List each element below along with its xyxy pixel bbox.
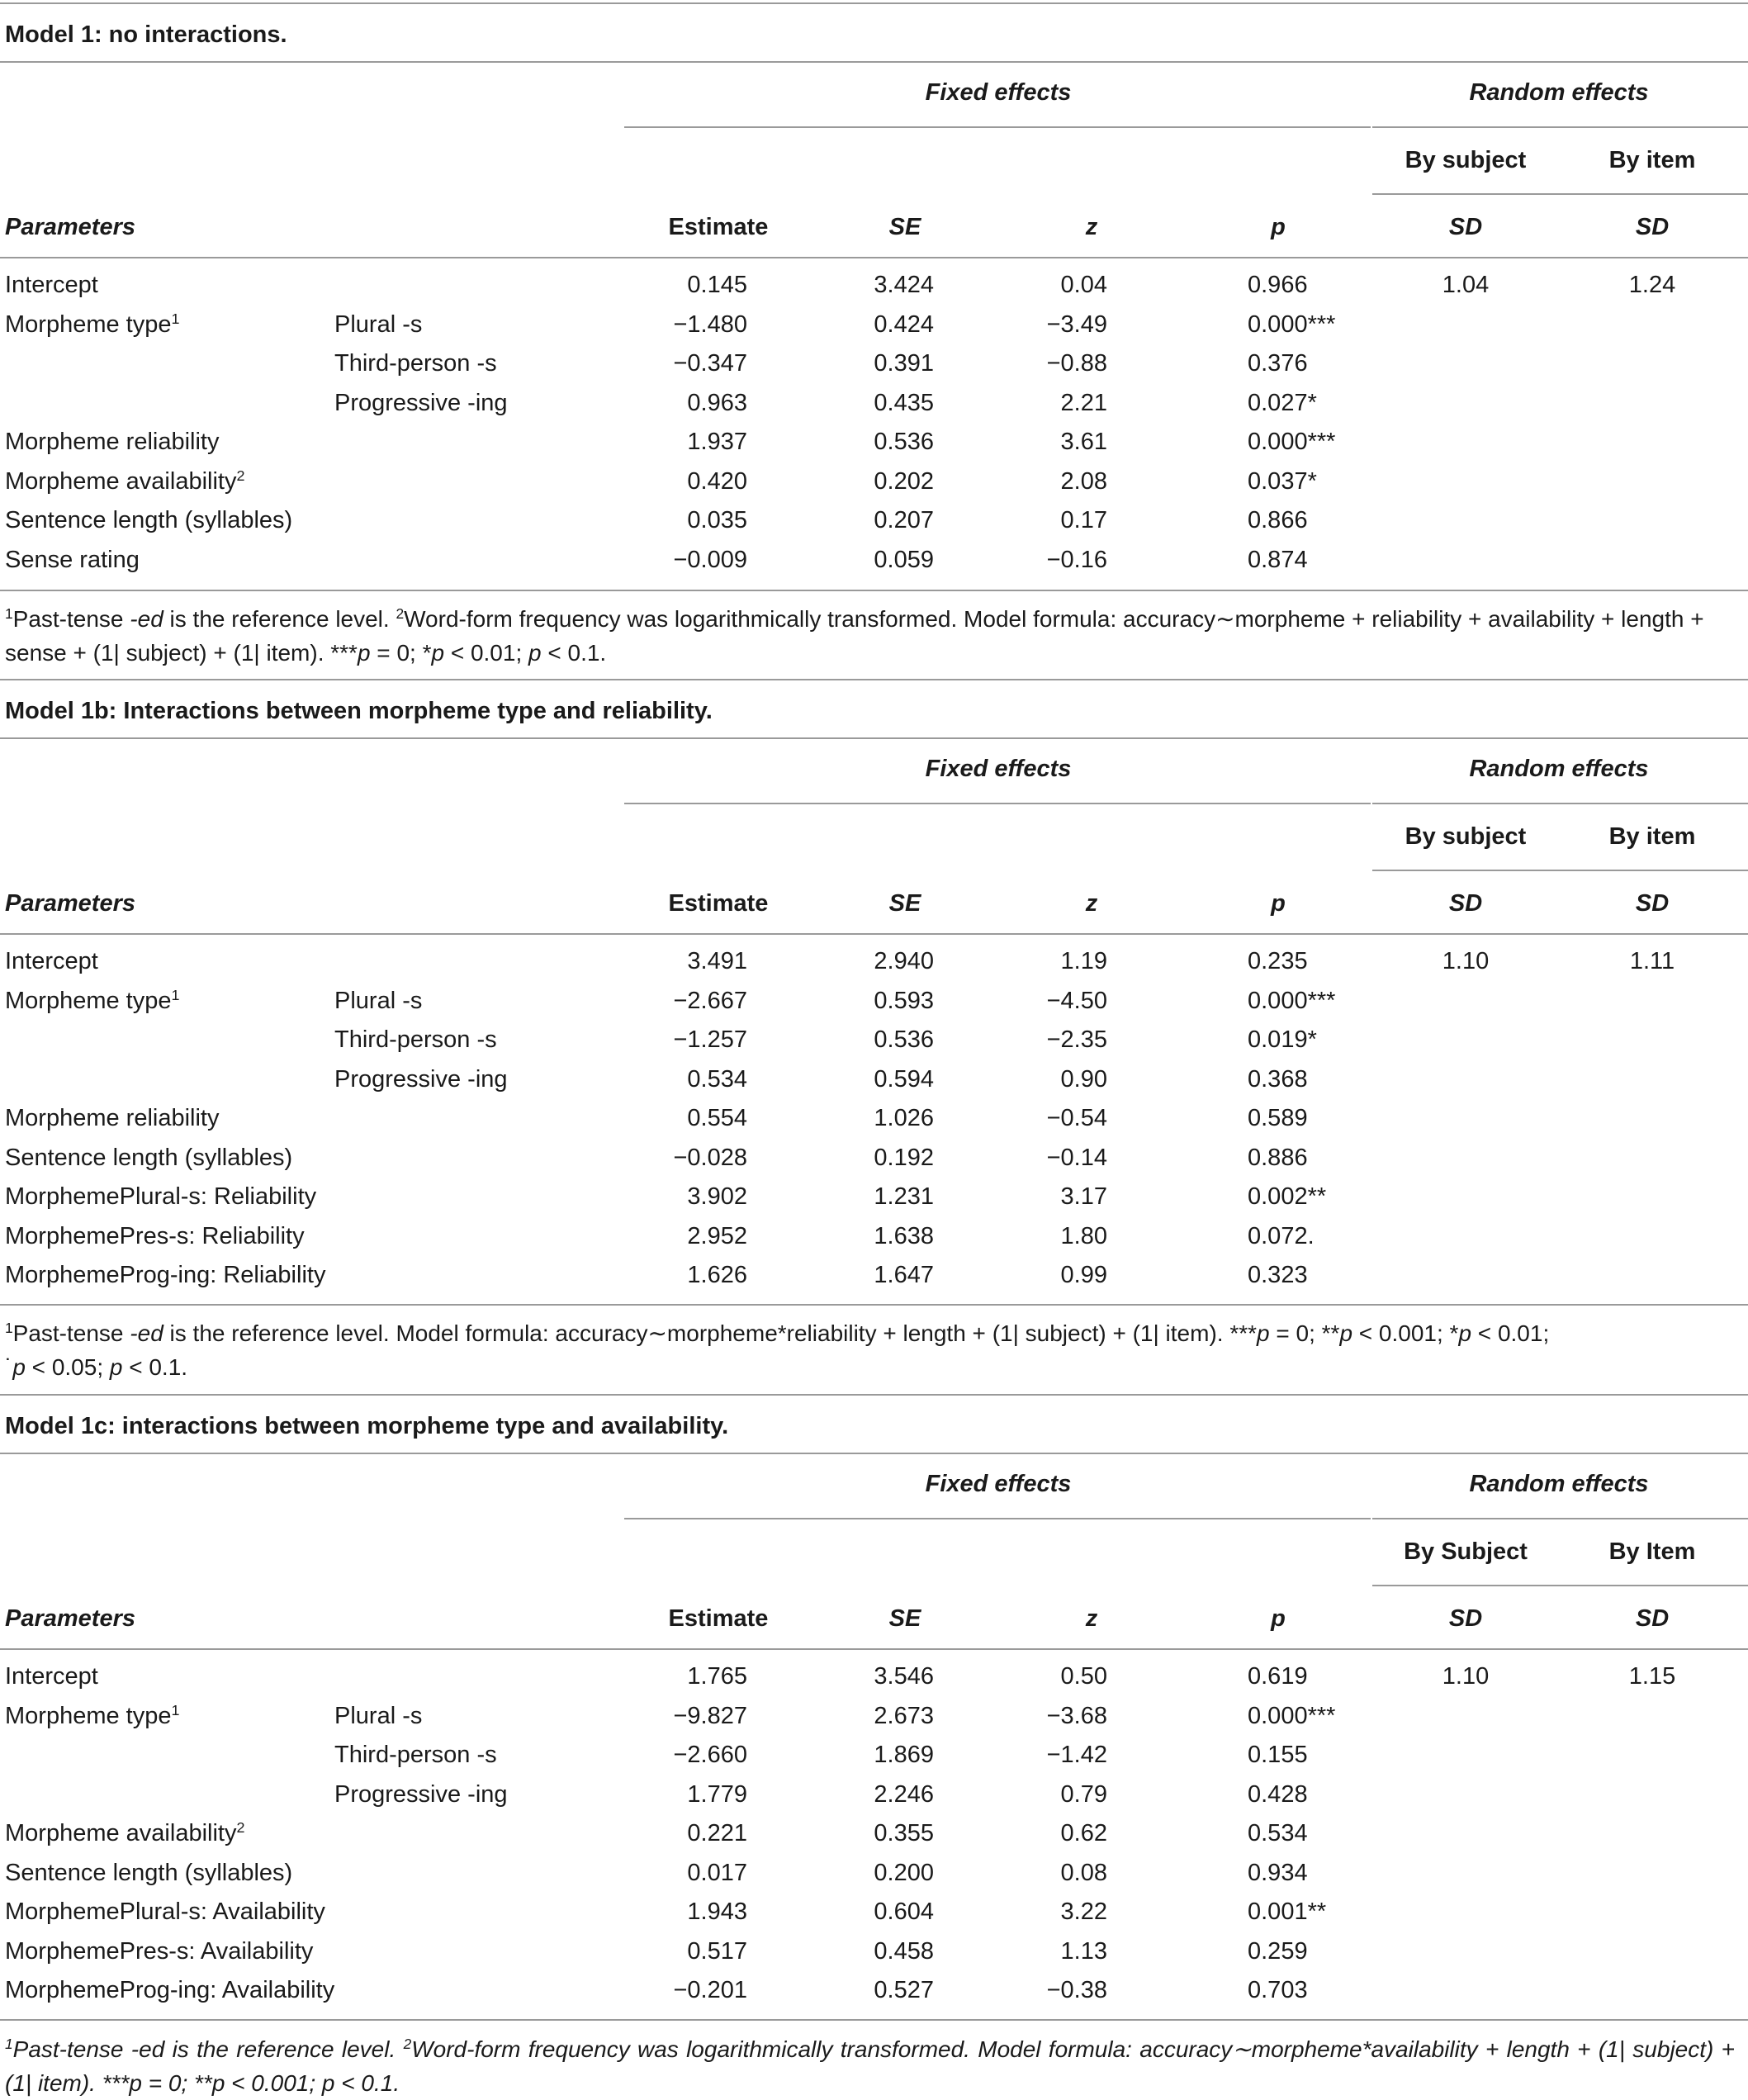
- cell-p: 0.323: [1248, 1262, 1308, 1288]
- cell-est: 1.779: [687, 1781, 747, 1808]
- model-1-estimate-header: Estimate: [668, 214, 769, 240]
- model-1b-by-item-header: By item: [1608, 823, 1696, 850]
- cell-p: 0.376: [1248, 350, 1308, 377]
- cell-se: 0.192: [874, 1145, 934, 1171]
- model-1-by-subject-header: By subject: [1405, 147, 1527, 173]
- model-1-p-header: p: [1271, 214, 1286, 240]
- cell-p: 0.072.: [1248, 1223, 1315, 1249]
- cell-est: −2.660: [673, 1742, 747, 1768]
- cell-se: 1.647: [874, 1262, 934, 1288]
- model-1c-fixed-effects-header: Fixed effects: [925, 1471, 1072, 1497]
- cell-p: 0.001**: [1248, 1899, 1327, 1925]
- cell-p: 0.000***: [1248, 429, 1336, 455]
- cell-z: −4.50: [1046, 988, 1107, 1014]
- cell-est: 0.534: [687, 1066, 747, 1093]
- cell-p: 0.534: [1248, 1820, 1308, 1846]
- model-1-sd-item-header: SD: [1635, 214, 1670, 240]
- cell-se: 1.231: [874, 1183, 934, 1210]
- cell-se: 3.546: [874, 1663, 934, 1690]
- cell-p: 0.235: [1248, 948, 1308, 974]
- cell-p: 0.886: [1248, 1145, 1308, 1171]
- cell-z: −2.35: [1046, 1026, 1107, 1053]
- cell-z: 0.99: [1060, 1262, 1107, 1288]
- cell-se: 0.200: [874, 1860, 934, 1886]
- cell-z: 0.50: [1060, 1663, 1107, 1690]
- cell-z: −3.49: [1046, 311, 1107, 338]
- cell-est: 0.517: [687, 1938, 747, 1965]
- cell-est: −0.009: [673, 547, 747, 573]
- cell-sd-item: 1.11: [1629, 948, 1675, 974]
- cell-se: 0.391: [874, 350, 934, 377]
- cell-z: 2.08: [1060, 468, 1107, 495]
- cell-est: 0.963: [687, 390, 747, 416]
- cell-p: 0.874: [1248, 547, 1308, 573]
- cell-z: −0.14: [1046, 1145, 1107, 1171]
- model-1b-se-header: SE: [888, 890, 921, 917]
- cell-level: Progressive -ing: [334, 1781, 508, 1808]
- cell-p: 0.037*: [1248, 468, 1317, 495]
- cell-se: 2.673: [874, 1703, 934, 1729]
- cell-p: 0.866: [1248, 507, 1308, 533]
- cell-z: −0.16: [1046, 547, 1107, 573]
- model-1b-fixed-effects-header: Fixed effects: [925, 756, 1072, 782]
- model-1c-by-subject-header: By Subject: [1404, 1538, 1528, 1565]
- cell-est: −1.257: [673, 1026, 747, 1053]
- cell-p: 0.966: [1248, 272, 1308, 298]
- cell-sd-subj: 1.10: [1442, 1663, 1490, 1690]
- cell-se: 0.593: [874, 988, 934, 1014]
- cell-z: 0.17: [1060, 507, 1107, 533]
- cell-se: 0.059: [874, 547, 934, 573]
- cell-p: 0.368: [1248, 1066, 1308, 1093]
- cell-p: 0.934: [1248, 1860, 1308, 1886]
- cell-z: 0.62: [1060, 1820, 1107, 1846]
- cell-param: MorphemePres-s: Availability: [5, 1938, 314, 1965]
- cell-param: Morpheme availability$^2$: [5, 467, 245, 495]
- cell-se: 2.246: [874, 1781, 934, 1808]
- cell-se: 0.604: [874, 1899, 934, 1925]
- cell-level: Progressive -ing: [334, 390, 508, 416]
- cell-z: 0.79: [1060, 1781, 1107, 1808]
- cell-z: 0.08: [1060, 1860, 1107, 1886]
- cell-z: 0.04: [1060, 272, 1107, 298]
- model-1b-parameters-header: Parameters: [5, 890, 135, 917]
- cell-param: Sentence length (syllables): [5, 507, 293, 533]
- cell-p: 0.002**: [1248, 1183, 1327, 1210]
- model-1b-p-header: p: [1271, 890, 1286, 917]
- cell-param: Morpheme reliability: [5, 1105, 220, 1131]
- model-1c-title: Model 1c: interactions between morpheme type and availability.: [5, 1413, 729, 1439]
- cell-est: 1.765: [687, 1663, 747, 1690]
- cell-param: Sentence length (syllables): [5, 1860, 293, 1886]
- cell-est: 0.420: [687, 468, 747, 495]
- cell-param: MorphemeProg-ing: Reliability: [5, 1262, 326, 1288]
- model-1c-z-header: z: [1085, 1605, 1098, 1632]
- cell-param: Morpheme type$^1$: [5, 1702, 180, 1729]
- cell-sd-item: 1.24: [1628, 272, 1676, 298]
- model-1-sd-subject-header: SD: [1448, 214, 1483, 240]
- cell-se: 0.202: [874, 468, 934, 495]
- cell-p: 0.000***: [1248, 311, 1336, 338]
- cell-p: 0.589: [1248, 1105, 1308, 1131]
- cell-level: Third-person -s: [334, 1026, 497, 1053]
- cell-se: 0.424: [874, 311, 934, 338]
- cell-z: 1.80: [1060, 1223, 1107, 1249]
- model-1-parameters-header: Parameters: [5, 214, 135, 240]
- cell-se: 0.458: [874, 1938, 934, 1965]
- cell-level: Progressive -ing: [334, 1066, 508, 1093]
- model-1c-p-header: p: [1271, 1605, 1286, 1632]
- cell-param: Morpheme reliability: [5, 429, 220, 455]
- cell-level: Plural -s: [334, 1703, 423, 1729]
- cell-se: 1.869: [874, 1742, 934, 1768]
- cell-se: 0.594: [874, 1066, 934, 1093]
- cell-est: 0.035: [687, 507, 747, 533]
- cell-est: 1.943: [687, 1899, 747, 1925]
- model-1c-random-effects-header: Random effects: [1469, 1471, 1649, 1497]
- model-1-se-header: SE: [888, 214, 921, 240]
- cell-param: Intercept: [5, 1663, 98, 1690]
- cell-param: Sense rating: [5, 547, 140, 573]
- model-1c-se-header: SE: [888, 1605, 921, 1632]
- cell-p: 0.000***: [1248, 988, 1336, 1014]
- cell-level: Plural -s: [334, 988, 423, 1014]
- cell-param: MorphemePlural-s: Reliability: [5, 1183, 317, 1210]
- model-1-title: Model 1: no interactions.: [5, 21, 287, 48]
- cell-se: 0.355: [874, 1820, 934, 1846]
- cell-param: Morpheme type$^1$: [5, 310, 180, 338]
- model-1-footnote: $^1$Past-tense -ed is the reference level. $^2$Word-form frequency was logarithmically transformed. Model formula: accuracy∼morpheme + reliability + availability + length + sense + (1| subject) + (1| item). ***p = 0; *p < 0.01; p < 0.1.: [5, 605, 1704, 666]
- model-1c-estimate-header: Estimate: [668, 1605, 769, 1632]
- cell-p: 0.619: [1248, 1663, 1308, 1690]
- cell-se: 0.527: [874, 1977, 934, 2003]
- cell-param: Intercept: [5, 948, 98, 974]
- cell-est: −0.201: [673, 1977, 747, 2003]
- cell-se: 0.435: [874, 390, 934, 416]
- model-1c-parameters-header: Parameters: [5, 1605, 135, 1632]
- cell-level: Third-person -s: [334, 350, 497, 377]
- cell-param: Morpheme type$^1$: [5, 987, 180, 1014]
- model-1c-by-item-header: By Item: [1608, 1538, 1696, 1565]
- cell-est: 3.491: [687, 948, 747, 974]
- cell-z: 1.13: [1060, 1938, 1107, 1965]
- cell-est: 3.902: [687, 1183, 747, 1210]
- cell-est: −0.028: [673, 1145, 747, 1171]
- model-1-fixed-effects-header: Fixed effects: [925, 79, 1072, 106]
- model-1c-sd-subject-header: SD: [1448, 1605, 1483, 1632]
- cell-param: Morpheme availability$^2$: [5, 1819, 245, 1846]
- model-1b-title: Model 1b: Interactions between morpheme type and reliability.: [5, 698, 713, 724]
- cell-p: 0.428: [1248, 1781, 1308, 1808]
- cell-se: 1.638: [874, 1223, 934, 1249]
- cell-z: 0.90: [1060, 1066, 1107, 1093]
- cell-est: −9.827: [673, 1703, 747, 1729]
- cell-se: 0.207: [874, 507, 934, 533]
- cell-p: 0.155: [1248, 1742, 1308, 1768]
- model-1c-sd-item-header: SD: [1635, 1605, 1670, 1632]
- cell-param: Intercept: [5, 272, 98, 298]
- cell-z: 3.22: [1060, 1899, 1107, 1925]
- cell-z: 1.19: [1060, 948, 1107, 974]
- cell-param: MorphemePres-s: Reliability: [5, 1223, 305, 1249]
- cell-z: −0.38: [1046, 1977, 1107, 2003]
- model-1b-estimate-header: Estimate: [668, 890, 769, 917]
- model-1-random-effects-header: Random effects: [1469, 79, 1649, 106]
- cell-se: 0.536: [874, 1026, 934, 1053]
- cell-se: 0.536: [874, 429, 934, 455]
- cell-est: 1.626: [687, 1262, 747, 1288]
- cell-se: 3.424: [874, 272, 934, 298]
- model-1b-z-header: z: [1085, 890, 1098, 917]
- model-1b-footnote: $^1$Past-tense -ed is the reference level. Model formula: accuracy∼morpheme*reliability + length + (1| subject) + (1| item). ***p = 0; **p < 0.001; *p < 0.01; ˙p < 0.05; p < 0.1.: [5, 1320, 1550, 1380]
- cell-sd-subj: 1.04: [1442, 272, 1490, 298]
- cell-p: 0.259: [1248, 1938, 1308, 1965]
- cell-est: 0.017: [687, 1860, 747, 1886]
- cell-sd-subj: 1.10: [1442, 948, 1490, 974]
- cell-est: 1.937: [687, 429, 747, 455]
- cell-param: MorphemePlural-s: Availability: [5, 1899, 325, 1925]
- model-1b-sd-item-header: SD: [1635, 890, 1670, 917]
- model-1b-random-effects-header: Random effects: [1469, 756, 1649, 782]
- cell-se: 1.026: [874, 1105, 934, 1131]
- cell-param: MorphemeProg-ing: Availability: [5, 1977, 335, 2003]
- cell-est: 2.952: [687, 1223, 747, 1249]
- cell-param: Sentence length (syllables): [5, 1145, 293, 1171]
- cell-z: 3.61: [1060, 429, 1107, 455]
- model-1b-by-subject-header: By subject: [1405, 823, 1527, 850]
- cell-p: 0.703: [1248, 1977, 1308, 2003]
- cell-est: −0.347: [673, 350, 747, 377]
- cell-est: 0.145: [687, 272, 747, 298]
- cell-z: −0.54: [1046, 1105, 1107, 1131]
- cell-p: 0.027*: [1248, 390, 1317, 416]
- cell-z: −0.88: [1046, 350, 1107, 377]
- cell-se: 2.940: [874, 948, 934, 974]
- model-1b-sd-subject-header: SD: [1448, 890, 1483, 917]
- cell-level: Third-person -s: [334, 1742, 497, 1768]
- cell-p: 0.019*: [1248, 1026, 1317, 1053]
- cell-p: 0.000***: [1248, 1703, 1336, 1729]
- cell-est: 0.554: [687, 1105, 747, 1131]
- model-1-by-item-header: By item: [1608, 147, 1696, 173]
- cell-z: −1.42: [1046, 1742, 1107, 1768]
- cell-est: −2.667: [673, 988, 747, 1014]
- model-1-z-header: z: [1085, 214, 1098, 240]
- cell-level: Plural -s: [334, 311, 423, 338]
- cell-z: 2.21: [1060, 390, 1107, 416]
- cell-est: −1.480: [673, 311, 747, 338]
- cell-sd-item: 1.15: [1628, 1663, 1676, 1690]
- cell-z: 3.17: [1060, 1183, 1107, 1210]
- model-1c-footnote: $^1$Past-tense -ed is the reference level. $^2$Word-form frequency was logarithmically transformed. Model formula: accuracy∼morpheme*availability + length + (1| subject) + (1| item). ***p = 0; **p < 0.001; p < 0.1.: [5, 2036, 1735, 2096]
- cell-z: −3.68: [1046, 1703, 1107, 1729]
- cell-est: 0.221: [687, 1820, 747, 1846]
